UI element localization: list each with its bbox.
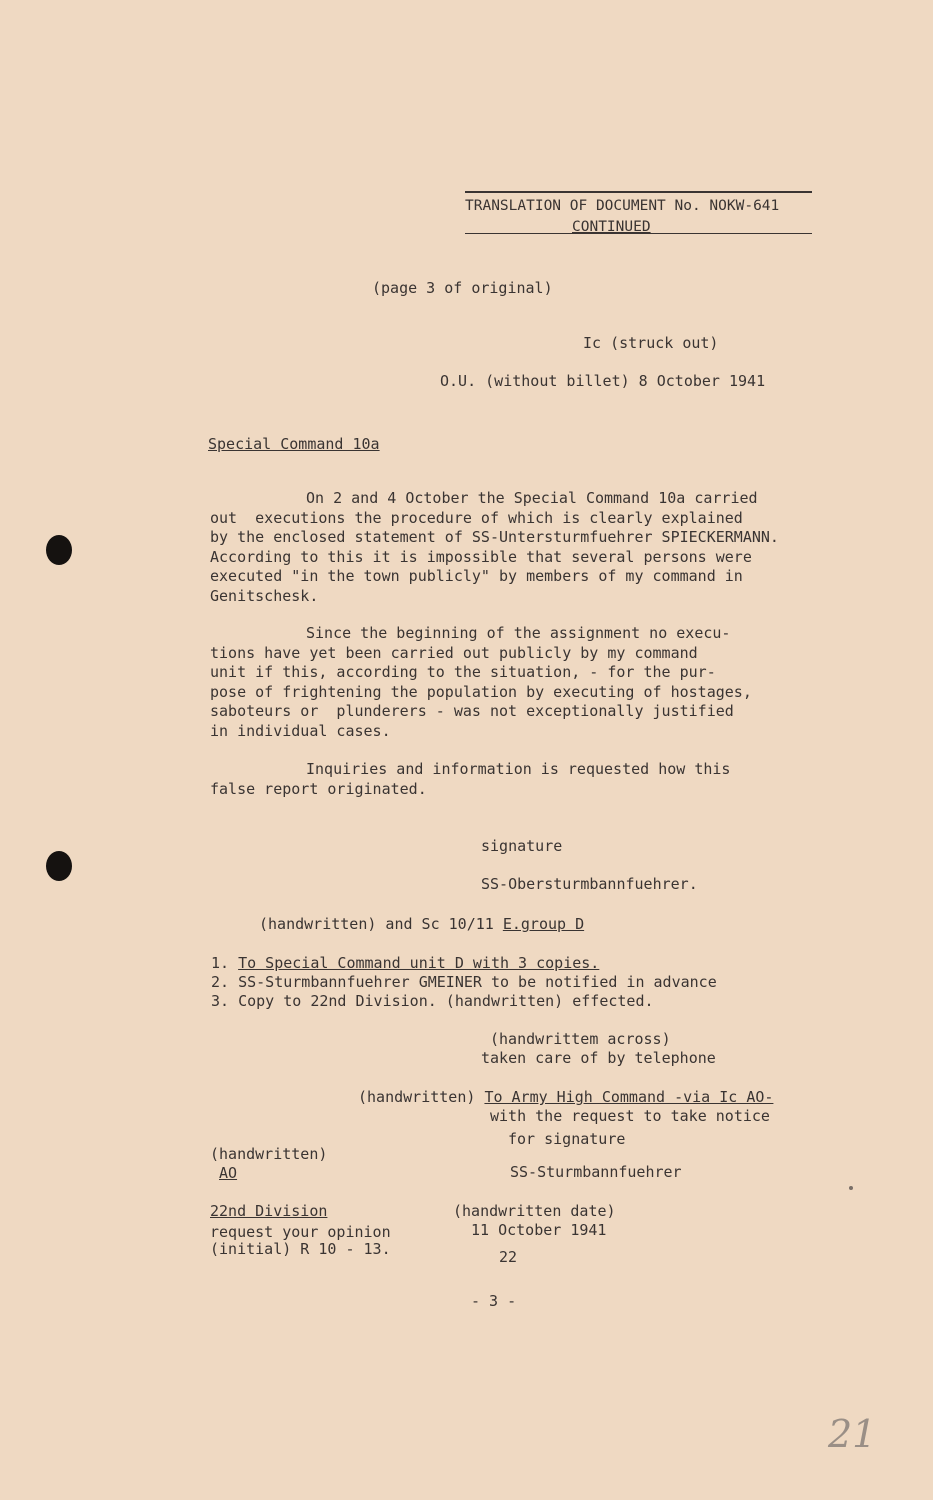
text-line: Inquiries and information is requested how this — [306, 760, 731, 778]
army-note-request: with the request to take notice — [490, 1107, 770, 1125]
date-line: O.U. (without billet) 8 October 1941 — [440, 372, 766, 390]
margin-mark: 21 — [828, 1412, 877, 1456]
text-line: On 2 and 4 October the Special Command 10a carried — [306, 489, 758, 507]
header-bottom-rule — [465, 233, 812, 234]
text-line: false report originated. — [210, 779, 427, 798]
text-line: saboteurs or plunderers - was not exceptionally justified — [210, 702, 734, 720]
distribution-item-2: 2. SS-Sturmbannfuehrer GMEINER to be notified in advance — [211, 973, 717, 991]
text-line: According to this it is impossible that several persons were — [210, 547, 752, 566]
speck — [849, 1186, 853, 1190]
paragraph-2 — [210, 624, 752, 741]
text-line: Genitschesk. — [210, 586, 319, 605]
page-reference: (page 3 of original) — [372, 279, 553, 297]
punch-hole-icon — [46, 851, 72, 881]
across-note-text: taken care of by telephone — [481, 1049, 716, 1067]
division-request: request your opinion — [210, 1223, 391, 1241]
handwritten-ao-label: (handwritten) — [210, 1145, 328, 1163]
across-note-label: (handwrittem across) — [490, 1030, 671, 1048]
division-title: 22nd Division — [210, 1202, 328, 1220]
text-line: tions have yet been carried out publicly by my command — [210, 643, 698, 662]
text-line: in individual cases. — [210, 721, 391, 740]
date-block-label: (handwritten date) — [453, 1202, 616, 1220]
header-title: TRANSLATION OF DOCUMENT No. NOKW-641 — [465, 198, 780, 214]
paragraph-3 — [210, 760, 730, 799]
text-line: Since the beginning of the assignment no execu- — [306, 624, 731, 642]
date-block-number: 22 — [499, 1248, 518, 1266]
text-line: unit if this, according to the situation, - for the pur- — [210, 663, 716, 681]
header-top-rule — [465, 191, 812, 193]
addressee: Special Command 10a — [208, 435, 380, 453]
army-note — [358, 1088, 773, 1107]
item-number: 1. — [211, 954, 239, 972]
army-note-addressee: To Army High Command -via Ic AO- — [484, 1088, 774, 1106]
army-note-prefix: (handwritten) — [358, 1088, 485, 1106]
punch-hole-icon — [46, 535, 72, 565]
handwritten-note — [259, 915, 584, 934]
handwritten-ao: AO — [219, 1164, 238, 1182]
item-text: To Special Command unit D with 3 copies. — [238, 954, 600, 972]
page-number: - 3 - — [471, 1292, 517, 1310]
date-block-date: 11 October 1941 — [471, 1221, 607, 1239]
army-note-signature: for signature — [508, 1130, 626, 1148]
army-note-rank: SS-Sturmbannfuehrer — [510, 1163, 682, 1181]
text-line: pose of frightening the population by executing of hostages, — [210, 682, 752, 701]
signature-rank: SS-Obersturmbannfuehrer. — [481, 875, 698, 893]
distribution-item-3: 3. Copy to 22nd Division. (handwritten) effected. — [211, 992, 654, 1010]
text-line: by the enclosed statement of SS-Untersturmfuehrer SPIECKERMANN. — [210, 528, 779, 546]
ic-note: Ic (struck out) — [583, 334, 719, 352]
handwritten-note-prefix: (handwritten) and Sc 10/11 — [259, 915, 503, 933]
header-continued: CONTINUED — [572, 219, 651, 235]
paragraph-1 — [210, 489, 779, 606]
text-line: out executions the procedure of which is clearly explained — [210, 508, 743, 527]
handwritten-note-group: E.group D — [502, 915, 585, 933]
text-line: executed "in the town publicly" by members of my command in — [210, 567, 743, 585]
division-initial: (initial) R 10 - 13. — [210, 1240, 391, 1258]
signature-label: signature — [481, 837, 563, 855]
distribution-item-1 — [211, 954, 599, 973]
